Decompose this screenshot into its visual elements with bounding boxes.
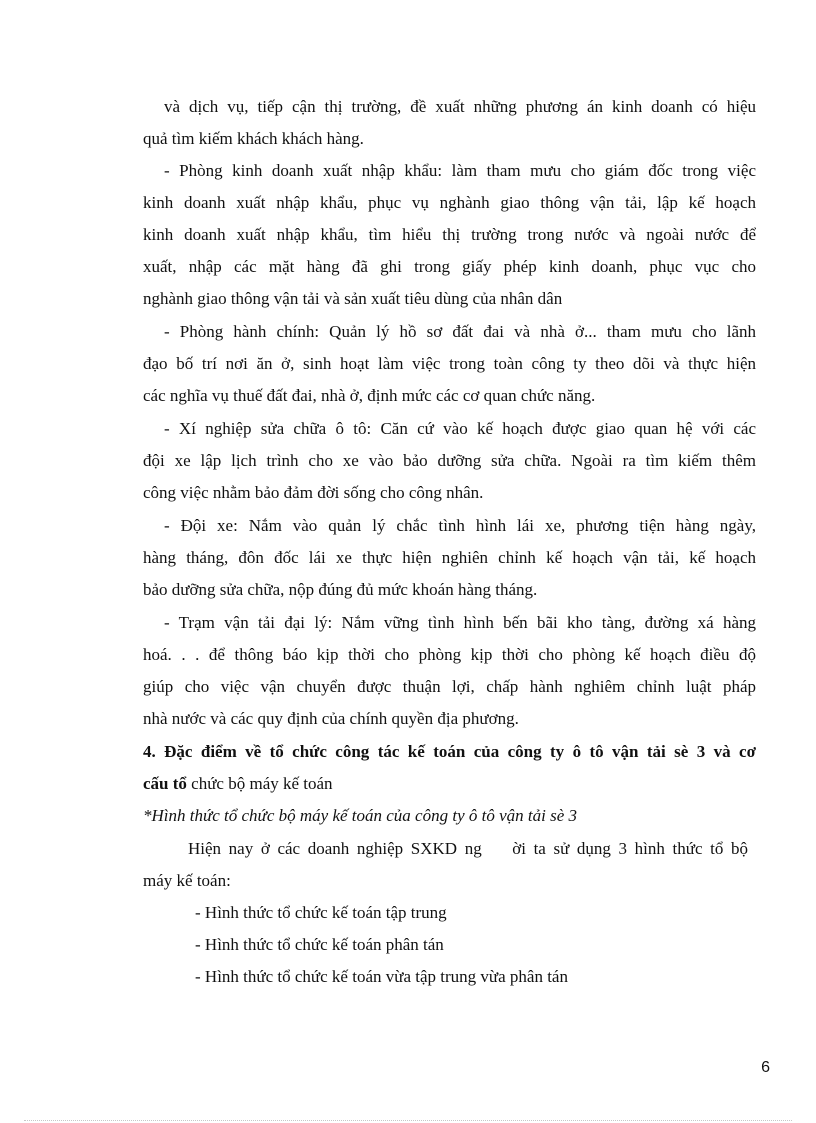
text-line: kinh doanh xuất nhập khẩu, phục vụ nghành giao thông vận tải, lập kế hoạch: [143, 193, 756, 212]
text-line: đội xe lập lịch trình cho xe vào bảo dưỡng sửa chữa. Ngoài ra tìm kiếm thêm: [143, 451, 756, 470]
page-divider: [24, 1120, 792, 1121]
text-line: quả tìm kiếm khách khách hàng.: [143, 129, 364, 148]
list-item: - Hình thức tổ chức kế toán phân tán: [195, 935, 444, 954]
text-line: - Phòng kinh doanh xuất nhập khẩu: làm tham mưu cho giám đốc trong việc: [164, 161, 756, 180]
text-line: giúp cho việc vận chuyển được thuận lợi, chấp hành nghiêm chỉnh luật pháp: [143, 677, 756, 696]
text-line: - Đội xe: Nắm vào quản lý chắc tình hình lái xe, phương tiện hàng ngày,: [164, 516, 756, 535]
list-item: - Hình thức tổ chức kế toán vừa tập trung vừa phân tán: [195, 967, 568, 986]
text-line: - Xí nghiệp sửa chữa ô tô: Căn cứ vào kế hoạch được giao quan hệ với các: [164, 419, 756, 438]
text-line: nghành giao thông vận tải và sản xuất tiêu dùng của nhân dân: [143, 289, 563, 308]
heading-regular-part: chức bộ máy kế toán: [186, 774, 333, 793]
text-line: kinh doanh xuất nhập khẩu, tìm hiểu thị trường trong nước và ngoài nước để: [143, 225, 756, 244]
text-line: - Phòng hành chính: Quản lý hồ sơ đất đai và nhà ở... tham mưu cho lãnh: [164, 322, 756, 341]
text-line: công việc nhằm bảo đảm đời sống cho công nhân.: [143, 483, 484, 502]
subheading: *Hình thức tổ chức bộ máy kế toán của công ty ô tô vận tải sè 3: [143, 806, 577, 825]
list-item: - Hình thức tổ chức kế toán tập trung: [195, 903, 447, 922]
text-line: hàng tháng, đôn đốc lái xe thực hiện nghiên chỉnh kế hoạch vận tải, kế hoạch: [143, 548, 756, 567]
text-line: bảo dưỡng sửa chữa, nộp đúng đủ mức khoán hàng tháng.: [143, 580, 538, 599]
heading-bold-part: cấu tổ: [143, 774, 187, 793]
page-number: 6: [761, 1059, 770, 1076]
text-line: đạo bố trí nơi ăn ở, sinh hoạt làm việc trong toàn công ty theo dõi và thực hiện: [143, 354, 756, 373]
text-line: máy kế toán:: [143, 871, 231, 890]
text-line: Hiện nay ở các doanh nghiệp SXKD ng ời ta sử dụng 3 hình thức tổ bộ: [188, 839, 748, 858]
text-line: và dịch vụ, tiếp cận thị trường, đề xuất những phương án kinh doanh có hiệu: [164, 97, 756, 116]
section-heading: 4. Đặc điểm về tổ chức công tác kế toán của công ty ô tô vận tải sè 3 và cơ: [143, 742, 756, 761]
text-line: hoá. . . để thông báo kịp thời cho phòng kịp thời cho phòng kế hoạch điều độ: [143, 645, 756, 664]
text-line: các nghĩa vụ thuế đất đai, nhà ở, định mức các cơ quan chức năng.: [143, 386, 596, 405]
text-line: nhà nước và các quy định của chính quyền địa phương.: [143, 709, 519, 728]
section-heading-continued: [143, 773, 333, 795]
text-line: - Trạm vận tải đại lý: Nắm vững tình hình bến bãi kho tàng, đường xá hàng: [164, 613, 756, 632]
text-line: xuất, nhập các mặt hàng đã ghi trong giấy phép kinh doanh, phục vục cho: [143, 257, 756, 276]
